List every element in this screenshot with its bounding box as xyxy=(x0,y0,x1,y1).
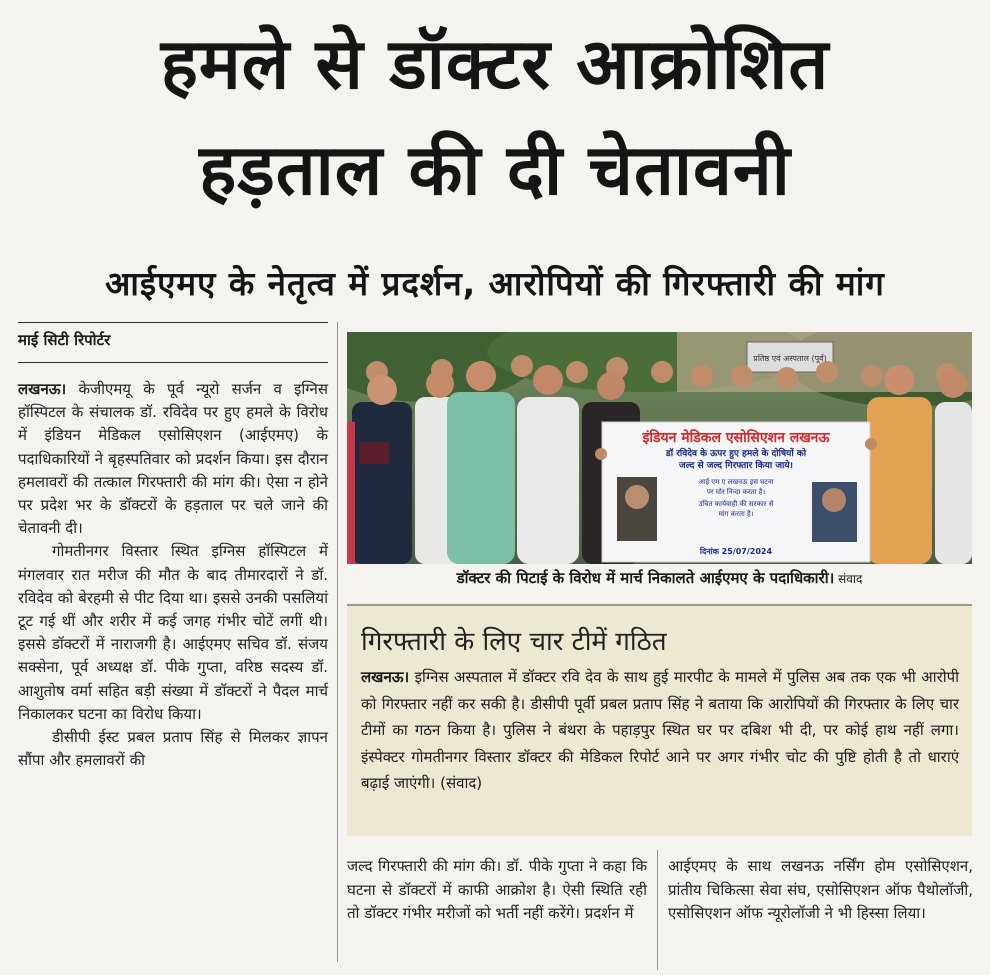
caption-credit: संवाद xyxy=(834,572,863,586)
byline-divider-bottom xyxy=(18,362,328,363)
paragraph-3: डीसीपी ईस्ट प्रबल प्रताप सिंह से मिलकर ज्ञापन सौंपा और हमलावरों की xyxy=(18,728,328,770)
hospital-sign: प्रतिष्ठ एवं अस्पताल (पूर्व) xyxy=(753,354,827,363)
banner-title: इंडियन मेडिकल एसोसिएशन लखनऊ xyxy=(642,430,830,446)
banner-line-2: जल्द से जल्द गिरफ्तार किया जाये। xyxy=(679,461,793,471)
banner-line-3: आई एम ए लखनऊ इस घटना xyxy=(698,478,774,486)
byline-divider xyxy=(18,322,328,323)
paragraph-1: केजीएमयू के पूर्व न्यूरो सर्जन व इग्निस हॉस्पिटल के संचालक डॉ. रविदेव पर हुए हमले के विरोध में इंडियन मेडिकल एसोसिएशन (आईएमए) के पदाधिकारियों ने बृहस्पतिवार को प्रदर्शन किया। इस दौरान हमलावरों की तत्काल गिरफ्तारी की मांग की। ऐसा न होने पर प्रदेश भर के डॉक्टरों के हड़ताल पर चले जाने की चेतावनी दी। xyxy=(18,380,328,538)
protest-banner xyxy=(602,422,870,562)
subheadline: आईएमए के नेतृत्व में प्रदर्शन, आरोपियों की गिरफ्तारी की मांग xyxy=(105,264,885,303)
headline-line-1: हमले से डॉक्टर आक्रोशित xyxy=(160,23,830,105)
banner-line-6: मांग करता है। xyxy=(718,510,754,518)
headline-line-2: हड़ताल की दी चेतावनी xyxy=(199,129,791,211)
article-column-1 xyxy=(18,378,328,772)
banner-line-5: उचित कार्यवाही की सरकार से xyxy=(698,500,774,508)
box-dateline: लखनऊ। xyxy=(361,668,410,686)
protest-photo-illustration xyxy=(347,332,972,564)
protest-photo xyxy=(347,332,972,564)
folder-prop xyxy=(359,442,389,464)
banner-line-1: डॉ रविदेव के ऊपर हुए हमले के दोषियों को xyxy=(665,449,807,459)
box-body xyxy=(361,664,959,797)
paragraph-2: गोमतीनगर विस्तार स्थित इग्निस हॉस्पिटल में मंगलवार रात मरीज की मौत के बाद तीमारदारों ने डॉ. रविदेव को बेरहमी से पीट दिया था। इससे उनकी पसलियां टूट गई थीं और शरीर में कई जगह गंभीर चोटें लगीं थी। इससे डॉक्टरों में नाराजगी है। आईएमए सचिव डॉ. संजय सक्सेना, पूर्व अध्यक्ष डॉ. पीके गुप्ता, वरिष्ठ सदस्य डॉ. आशुतोष वर्मा सहित बड़ी संख्या में डॉक्टरों ने पैदल मार्च निकालकर घटना का विरोध किया। xyxy=(18,542,328,723)
box-heading: गिरफ्तारी के लिए चार टीमें गठित xyxy=(361,627,667,657)
column-divider xyxy=(337,322,338,962)
article-column-3: आईएमए के साथ लखनऊ नर्सिंग होम एसोसिएशन, प्रांतीय चिकित्सा सेवा संघ, एसोसिएशन ऑफ पैथोलॉजी, एसोसिएशन ऑफ न्यूरोलॉजी ने भी हिस्सा लिया। xyxy=(668,857,973,922)
box-text: इग्निस अस्पताल में डॉक्टर रवि देव के साथ हुई मारपीट के मामले में पुलिस अब तक एक भी आरोपी को गिरफ्तार नहीं कर सकी है। डीसीपी पूर्वी प्रबल प्रताप सिंह ने बताया कि आरोपियों की गिरफ्तार के लिए चार टीमों का गठन किया है। पुलिस ने बंथरा के पहाड़पुर स्थित घर पर दबिश भी दी, पर कोई हाथ नहीं लगा। इंस्पेक्टर गोमतीनगर विस्तार डॉक्टर की मेडिकल रिपोर्ट आने पर अगर गंभीर चोट की पुष्टि होती है तो धाराएं बढ़ाई जाएंगी। (संवाद) xyxy=(361,668,959,792)
dateline: लखनऊ। xyxy=(18,380,67,398)
column-divider-2 xyxy=(657,850,658,970)
byline: माई सिटी रिपोर्टर xyxy=(18,331,111,349)
photo-caption xyxy=(347,568,972,588)
article-column-2: जल्द गिरफ्तारी की मांग की। डॉ. पीके गुप्ता ने कहा कि घटना से डॉक्टरों में काफी आक्रोश है। ऐसी स्थिति रही तो डॉक्टर गंभीर मरीजों को भर्ती नहीं करेंगे। प्रदर्शन में xyxy=(347,857,647,922)
banner-date: दिनांक 25/07/2024 xyxy=(699,547,773,556)
sidebar-box xyxy=(347,604,972,836)
caption-text: डॉक्टर की पिटाई के विरोध में मार्च निकालते आईएमए के पदाधिकारी। xyxy=(456,569,835,587)
banner-line-4: पर घोर निन्दा करता है। xyxy=(706,488,766,496)
